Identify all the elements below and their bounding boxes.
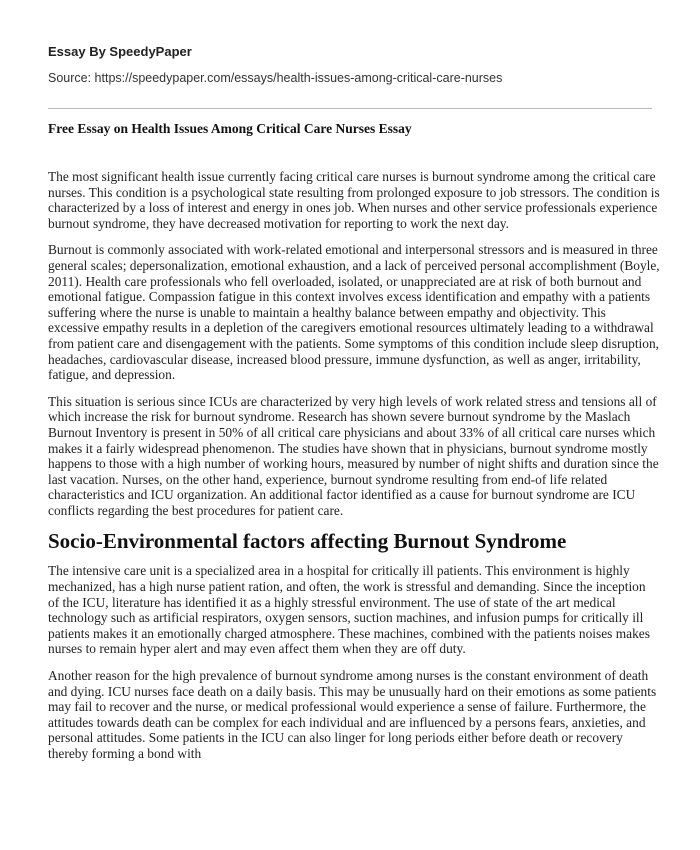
header-divider [48, 108, 652, 109]
paragraph-4: The intensive care unit is a specialized area in a hospital for critically ill patients. This environment is highly mechanized, has a high nurse patient ration, and often, the work is stressful and demanding. Since the inception of the ICU, literature has identified it as a highly stressful environment. The use of state of the art medical technology such as artificial respirators, oxygen sensors, suction machines, and infusion pumps for critically ill patients makes it an emotionally charged atmosphere. These machines, combined with the patients noises makes nurses to remain hyper alert and may even affect them when they are off duty. [48, 563, 650, 657]
essay-body [48, 169, 660, 773]
section-heading: Socio-Environmental factors affecting Burnout Syndrome [48, 529, 567, 554]
paragraph-5: Another reason for the high prevalence of burnout syndrome among nurses is the constant environment of death and dying. ICU nurses face death on a daily basis. This may be unusually hard on their emotions as some patients may fail to recover and the nurse, or medical professional would experience a sense of failure. Furthermore, the attitudes towards death can be complex for each individual and are influenced by a persons fears, anxieties, and personal attitudes. Some patients in the ICU can also linger for long periods either before death or recovery thereby forming a bond with [48, 668, 657, 761]
paragraph-2: Burnout is commonly associated with work-related emotional and interpersonal stressors and is measured in three general scales; depersonalization, emotional exhaustion, and a lack of perceived personal accomplishment (Boyle, 2011). Health care professionals who fell overloaded, isolated, or unappreciated are at risk of both burnout and emotional fatigue. Compassion fatigue in this context involves excess identification and empathy with a patients suffering where the nurse is unable to maintain a healthy balance between empathy and objectivity. This excessive empathy results in a depletion of the caregivers emotional resources ultimately leading to a withdrawal from patient care and disengagement with the patients. Some symptoms of this condition include sleep disruption, headaches, cardiovascular disease, increased blood pressure, immune dysfunction, as well as anger, irritability, fatigue, and depression. [48, 242, 660, 383]
brand-title: Essay By SpeedyPaper [48, 44, 192, 59]
source-url: Source: https://speedypaper.com/essays/health-issues-among-critical-care-nurses [48, 71, 503, 85]
paragraph-1: The most significant health issue currently facing critical care nurses is burnout syndrome among the critical care nurses. This condition is a psychological state resulting from prolonged exposure to job stressors. The condition is characterized by a loss of interest and energy in ones job. When nurses and other service professionals experience burnout syndrome, they have decreased motivation for reporting to work the next day. [48, 169, 660, 231]
paragraph-3: This situation is serious since ICUs are characterized by very high levels of work related stress and tensions all of which increase the risk for burnout syndrome. Research has shown severe burnout syndrome by the Maslach Burnout Inventory is present in 50% of all critical care physicians and about 33% of all critical care nurses which makes it a fairly widespread phenomenon. The studies have shown that in physicians, burnout syndrome mostly happens to those with a high number of working hours, measured by number of night shifts and duration since the last vacation. Nurses, on the other hand, experience, burnout syndrome resulting from end-of life related characteristics and ICU organization. An additional factor identified as a cause for burnout syndrome are ICU conflicts regarding the best procedures for patient care. [48, 393, 659, 518]
essay-title: Free Essay on Health Issues Among Critical Care Nurses Essay [48, 121, 412, 136]
